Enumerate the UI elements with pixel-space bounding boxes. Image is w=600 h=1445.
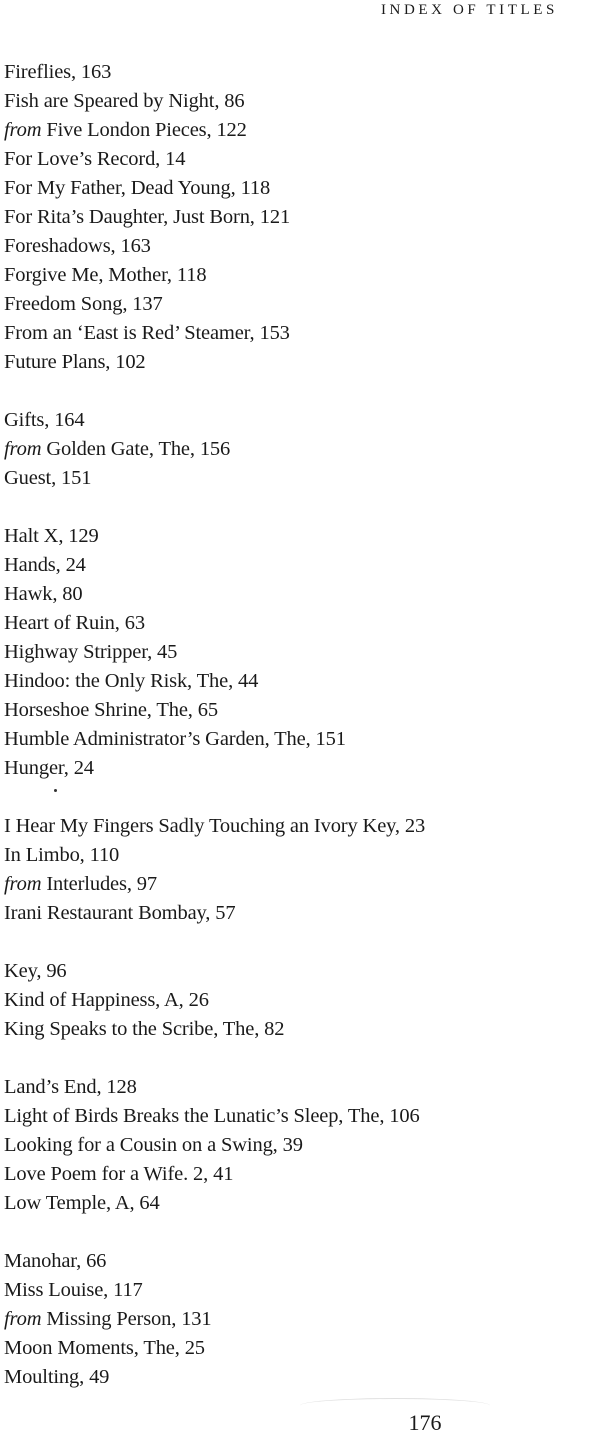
entry-title: From an ‘East is Red’ Steamer, 153: [4, 322, 290, 344]
page-number: [0, 1410, 600, 1436]
index-entry: [4, 1131, 600, 1160]
entry-prefix: from: [4, 438, 42, 460]
entry-title: King Speaks to the Scribe, The, 82: [4, 1018, 285, 1040]
index-entry: [4, 580, 600, 609]
entry-title: In Limbo, 110: [4, 844, 120, 866]
index-entry: [4, 638, 600, 667]
index-group-f: [4, 58, 600, 377]
index-entry: [4, 957, 600, 986]
index-entry: [4, 1363, 600, 1392]
entry-title: Future Plans, 102: [4, 351, 146, 373]
index-entry: [4, 522, 600, 551]
index-group-m: [4, 1247, 600, 1392]
index-entry: [4, 116, 600, 145]
entry-title: Light of Birds Breaks the Lunatic’s Sleep, The, 106: [4, 1105, 420, 1127]
entry-title: Land’s End, 128: [4, 1076, 137, 1098]
entry-title: Missing Person, 131: [41, 1308, 212, 1330]
entry-title: For My Father, Dead Young, 118: [4, 177, 271, 199]
entry-title: Key, 96: [4, 960, 67, 982]
entry-title: Horseshoe Shrine, The, 65: [4, 699, 218, 721]
index-entry: [4, 725, 600, 754]
entry-title: I Hear My Fingers Sadly Touching an Ivory Key, 23: [4, 815, 426, 837]
entry-prefix: from: [4, 873, 42, 895]
entry-title: Gifts, 164: [4, 409, 85, 431]
entry-title: Forgive Me, Mother, 118: [4, 264, 207, 286]
entry-title: Five London Pieces, 122: [41, 119, 247, 141]
index-entry: [4, 261, 600, 290]
index-entry: [4, 1102, 600, 1131]
index-entry: [4, 609, 600, 638]
entry-title: Fish are Speared by Night, 86: [4, 90, 245, 112]
index-entry: [4, 87, 600, 116]
index-group-h: [4, 522, 600, 783]
index-group-i: [4, 812, 600, 928]
index-entry: [4, 899, 600, 928]
index-entry: [4, 1015, 600, 1044]
print-speck: [54, 789, 57, 792]
entry-title: Manohar, 66: [4, 1250, 107, 1272]
entry-title: For Love’s Record, 14: [4, 148, 186, 170]
index-entry: [4, 464, 600, 493]
index-entry: [4, 841, 600, 870]
entry-title: Moon Moments, The, 25: [4, 1337, 205, 1359]
index-entry: [4, 348, 600, 377]
index-entry: [4, 812, 600, 841]
index-entry: [4, 1305, 600, 1334]
entry-title: Hindoo: the Only Risk, The, 44: [4, 670, 259, 692]
index-entry: [4, 696, 600, 725]
entry-title: Fireflies, 163: [4, 61, 112, 83]
index-entry: [4, 319, 600, 348]
index-group-l: [4, 1073, 600, 1218]
entry-title: Kind of Happiness, A, 26: [4, 989, 209, 1011]
entry-title: Irani Restaurant Bombay, 57: [4, 902, 236, 924]
index-entry: [4, 1160, 600, 1189]
entry-title: Hawk, 80: [4, 583, 83, 605]
index-entry: [4, 174, 600, 203]
index-entry: [4, 406, 600, 435]
index-entry: [4, 435, 600, 464]
index-entry: [4, 145, 600, 174]
entry-title: Freedom Song, 137: [4, 293, 163, 315]
index-entry: [4, 1073, 600, 1102]
entry-title: Golden Gate, The, 156: [41, 438, 231, 460]
entry-title: Hunger, 24: [4, 757, 94, 779]
index-entries: [4, 58, 600, 1421]
entry-title: Humble Administrator’s Garden, The, 151: [4, 728, 346, 750]
entry-prefix: from: [4, 1308, 42, 1330]
index-entry: [4, 1247, 600, 1276]
index-entry: [4, 58, 600, 87]
page-number-text: 176: [408, 1410, 442, 1435]
index-entry: [4, 232, 600, 261]
entry-title: Looking for a Cousin on a Swing, 39: [4, 1134, 303, 1156]
entry-title: For Rita’s Daughter, Just Born, 121: [4, 206, 291, 228]
entry-title: Hands, 24: [4, 554, 86, 576]
entry-title: Foreshadows, 163: [4, 235, 151, 257]
index-entry: [4, 667, 600, 696]
entry-title: Interludes, 97: [41, 873, 157, 895]
running-header: INDEX OF TITLES: [380, 2, 558, 18]
index-group-k: [4, 957, 600, 1044]
entry-title: Highway Stripper, 45: [4, 641, 178, 663]
entry-title: Guest, 151: [4, 467, 92, 489]
index-entry: [4, 1276, 600, 1305]
index-entry: [4, 1189, 600, 1218]
entry-title: Miss Louise, 117: [4, 1279, 143, 1301]
index-group-g: [4, 406, 600, 493]
index-entry: [4, 203, 600, 232]
entry-title: Halt X, 129: [4, 525, 99, 547]
index-entry: [4, 1334, 600, 1363]
index-entry: [4, 754, 600, 783]
index-entry: [4, 290, 600, 319]
entry-title: Moulting, 49: [4, 1366, 110, 1388]
entry-title: Love Poem for a Wife. 2, 41: [4, 1163, 234, 1185]
index-entry: [4, 551, 600, 580]
entry-prefix: from: [4, 119, 42, 141]
entry-title: Heart of Ruin, 63: [4, 612, 145, 634]
entry-title: Low Temple, A, 64: [4, 1192, 160, 1214]
index-entry: [4, 870, 600, 899]
index-entry: [4, 986, 600, 1015]
